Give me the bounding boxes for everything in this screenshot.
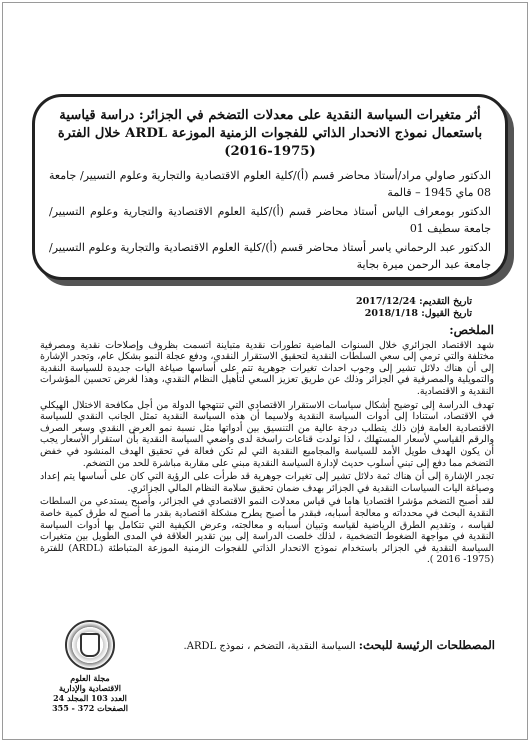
journal-pages: الصفحات 372 - 355 <box>52 703 128 713</box>
abstract-paragraph-4: لقد أصبح التضخم مؤشرا اقتصاديا هاما في قياس معدلات النمو الاقتصادي في الجزائر، وأصبح يستدعي من السلطات النقدية البحث في محدداته و معالجة أسبابه، فبقدر ما أصبح يطرح مشكلة اقتصادية بقدر ما أصبح له طرق كمية خاصة لقياسه ، وتقديم الطرق الرياضية لقياسه وتبيان أسبابه و معالجته، وعرض الكيفية التي تتكامل بها أدوات السياسة النقدية في مواجهة الضغوط التضخمية ، لذلك خلصت الدراسة إلى بين تقدير العلاقة في المدى الطويل بين متغيرات السياسة النقدية في الجزائر باستخدام نموذج الانحدار الذاتي للفجوات الزمنية الموزعة المتباطئة (ARDL) للفترة (1975- 2016 ). <box>40 496 494 566</box>
journal-volume: العدد 103 المجلد 24 <box>53 693 127 703</box>
authors-block <box>49 167 491 273</box>
keywords <box>140 638 495 654</box>
abstract <box>40 325 494 568</box>
author-1: الدكتور صاولي مراد/أستاذ محاضر قسم (أ)/كلية العلوم الاقتصادية والتجارية وعلوم التسيير/ جامعة 08 ماي 1945 – قالمة <box>49 169 491 199</box>
journal-info <box>40 620 140 713</box>
title-box <box>32 94 508 280</box>
abstract-heading: الملخص: <box>449 323 494 337</box>
author-3: الدكتور عبد الرحماني ياسر أستاذ محاضر قسم (أ)/كلية العلوم الاقتصادية والتجارية وعلوم التسيير/ جامعة عبد الرحمن ميرة بجاية <box>49 241 491 271</box>
journal-name-line2: الاقتصادية والإدارية <box>58 683 122 693</box>
abstract-paragraph-3: تجدر الإشارة إلى أن هناك ثمة دلائل تشير إلى تغيرات جوهرية قد طرأت على الرؤية التي كان على أساسها يتم إعداد وصياغة اليات السياسات النقدية في الجزائر بهدف ضمان تحقيق سلامة النظام المالي الجزائري. <box>40 471 494 494</box>
dates-block <box>356 296 472 320</box>
university-seal-icon <box>65 620 115 670</box>
keywords-value: السياسة النقدية، التضخم ، نموذج ARDL. <box>183 641 356 652</box>
journal-name-line1: مجلة العلوم <box>70 673 110 683</box>
submission-date: تاريخ التقديم: 2017/12/24 <box>355 296 472 307</box>
acceptance-date: تاريخ القبول: 2018/1/18 <box>364 308 472 319</box>
abstract-paragraph-1: شهد الاقتصاد الجزائري خلال السنوات الماضية تطورات نقدية متباينة اتسمت بظروف وإصلاحات نقدية ومصرفية مختلفة والتي ترمي إلى سعي السلطات النقدية لتحقيق الاستقرار النقدي، ودفع عجلة النمو بشكل عام، وتجدر الإشارة إلى أن هناك دلائل تشير إلى وجوب احداث تغيرات جوهرية تتم على أساسها صياغة اليات جديدة للسياسة النقدية والتمويلية والمصرفية في الجزائر وذلك عن طريق تعزيز السعي لتأهيل النظام النقدي، وهذا لغرض تحسين المؤشرات النقدية و الاقتصادية. <box>40 339 494 397</box>
keywords-label: المصطلحات الرئيسة للبحث: <box>358 638 495 652</box>
abstract-paragraph-2: تهدف الدراسة إلى توضيح أشكال سياسات الاستقرار الاقتصادي التي تنتهجها الدولة من أجل مكافحة الاختلال الهيكلي في الاقتصاد، استنادا إلى أدوات السياسة النقدية ولاسيما أن هذه السياسة النقدية تمثل الجانب النقدي للسياسة الاقتصادية العامة فإن ذلك يتطلب درجة عالية من التنسيق بين أدواتها مثل نسبة نمو العرض النقدي وسعر الصرف والرقم القياسي لأسعار المستهلك ، لذا تولدت قناعات راسخة لدى واضعي السياسة النقدية بأن استقرار الأسعار يجب أن يكون الهدف طويل الأمد للسياسة والمجاميع النقدية التي لم تكن فعالة في تحقيق الهدف المنشود في خفض التضخم مما دفع إلى تبني أسلوب حديث لإدارة السياسة النقدية مبني على مقاربة مباشرة للحد من التضخم. <box>40 399 494 469</box>
author-2: الدكتور بومعراف الياس أستاذ محاضر قسم (أ)/كلية العلوم الاقتصادية والتجارية وعلوم التسيير/ جامعة سطيف 01 <box>49 205 491 235</box>
paper-title: أثر متغيرات السياسة النقدية على معدلات التضخم في الجزائر: دراسة قياسية باستعمال نموذج الانحدار الذاتي للفجوات الزمنية الموزعة ARDL خلال الفترة (1975-2016) <box>57 108 483 159</box>
